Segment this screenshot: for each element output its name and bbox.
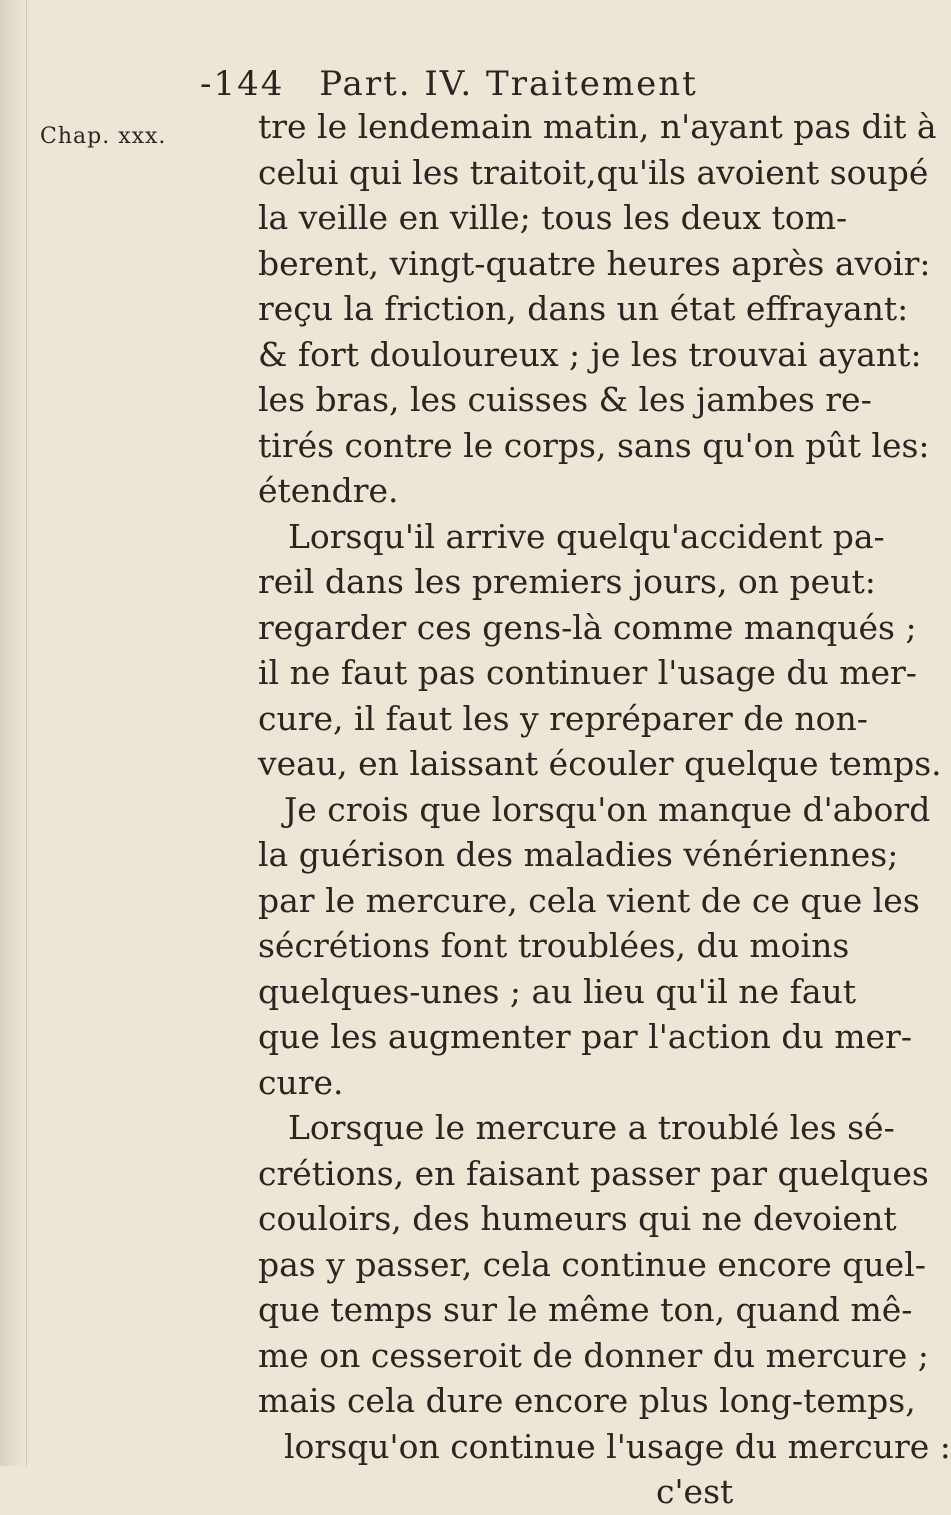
- chapter-marker: Chap. xxx.: [40, 124, 167, 149]
- text-line: il ne faut pas continuer l'usage du mer-: [258, 653, 917, 692]
- text-line: reçu la friction, dans un état effrayant:: [258, 289, 909, 328]
- text-line: tirés contre le corps, sans qu'on pût les:: [258, 425, 930, 465]
- text-line: quelques-unes ; au lieu qu'il ne faut: [258, 971, 857, 1011]
- text-line: berent, vingt-quatre heures après avoir:: [258, 243, 931, 283]
- text-line: cure, il faut les y repréparer de non-: [258, 698, 868, 738]
- text-line: les bras, les cuisses & les jambes re-: [258, 380, 872, 419]
- text-line: lorsqu'on continue l'usage du mercure :: [284, 1426, 951, 1466]
- paragraph-start-line: Je crois que lorsqu'on manque d'abord: [284, 789, 931, 829]
- text-line: celui qui les traitoit,qu'ils avoient soupé: [258, 152, 929, 192]
- text-line: couloirs, des humeurs qui ne devoient: [258, 1199, 897, 1238]
- text-line: que les augmenter par l'action du mer-: [258, 1017, 912, 1056]
- catchword: c'est: [656, 1472, 734, 1511]
- text-line: me on cesseroit de donner du mercure ;: [258, 1335, 929, 1375]
- running-header: [200, 64, 760, 108]
- text-line: pas y passer, cela continue encore quel-: [258, 1244, 926, 1284]
- paragraph-start-line: Lorsque le mercure a troublé les sé-: [288, 1108, 895, 1147]
- text-line: la veille en ville; tous les deux tom-: [258, 198, 848, 237]
- page-number: -144: [200, 64, 285, 104]
- body-text: [258, 104, 951, 1515]
- text-line: par le mercure, cela vient de ce que les: [258, 880, 920, 920]
- text-line: mais cela dure encore plus long-temps,: [258, 1381, 916, 1420]
- text-line: reil dans les premiers jours, on peut:: [258, 562, 876, 601]
- text-line: regarder ces gens-là comme manqués ;: [258, 607, 917, 647]
- text-line: cure.: [258, 1062, 344, 1102]
- text-line: étendre.: [258, 471, 399, 510]
- paragraph-start-line: Lorsqu'il arrive quelqu'accident pa-: [288, 516, 885, 556]
- text-line: sécrétions font troublées, du moins: [258, 926, 850, 965]
- text-line: tre le lendemain matin, n'ayant pas dit à: [258, 107, 937, 146]
- page-edge: [0, 0, 27, 1466]
- running-title: Part. IV. Traitement: [319, 64, 698, 104]
- text-line: la guérison des maladies vénériennes;: [258, 835, 899, 874]
- text-line: veau, en laissant écouler quelque temps.: [258, 744, 942, 783]
- text-line: que temps sur le même ton, quand mê-: [258, 1290, 913, 1329]
- text-line: crétions, en faisant passer par quelques: [258, 1153, 929, 1193]
- text-line: & fort douloureux ; je les trouvai ayant:: [258, 334, 922, 374]
